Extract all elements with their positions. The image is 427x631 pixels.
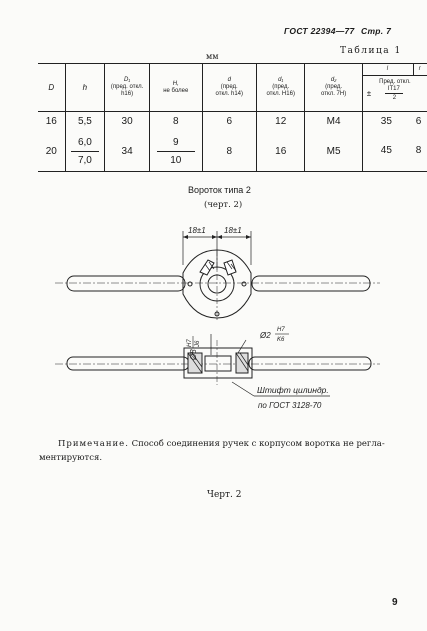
fit-left-den: J6 xyxy=(195,340,201,347)
cell-d2: М4 xyxy=(305,112,362,132)
cell-D1: 30 xyxy=(105,112,150,132)
col-d-tol: (пред. откл. h14) xyxy=(215,84,243,97)
cell-h-a: 6,0 xyxy=(71,137,99,152)
cell-r: 6 xyxy=(415,116,422,127)
dimension-18-left: 18±1 xyxy=(188,226,206,235)
pin-label: Штифт цилиндр. xyxy=(257,385,329,395)
figure-title: Вороток типа 2 xyxy=(188,185,251,195)
col-lr-tol: Пред. откл. xyxy=(379,79,411,85)
cell-H: 8 xyxy=(149,112,202,132)
figure-caption: Черт. 2 xyxy=(207,490,242,500)
dimension-18-right: 18±1 xyxy=(224,226,242,235)
col-lr-frac-num: IT17 xyxy=(385,86,403,94)
fit-left-num: H7 xyxy=(187,339,193,347)
cell-D: 20 xyxy=(38,132,65,172)
fit-right-num: H7 xyxy=(277,327,285,333)
spec-table xyxy=(38,63,427,172)
cell-H-a: 9 xyxy=(157,137,195,152)
cell-d1: 16 xyxy=(256,132,305,172)
fit-right-den: K6 xyxy=(277,337,285,343)
col-d2: d₂ xyxy=(330,77,337,83)
page-label: Стр. 7 xyxy=(361,26,392,36)
table-row xyxy=(38,132,427,172)
cell-d1: 12 xyxy=(256,112,305,132)
cell-d: 8 xyxy=(202,132,256,172)
units-label: мм xyxy=(206,52,219,61)
table-row xyxy=(38,112,427,132)
col-l: l xyxy=(386,66,389,72)
col-lr-frac-den: 2 xyxy=(392,95,397,101)
col-lr-pm: ± xyxy=(366,89,372,98)
table-header-row xyxy=(38,64,427,112)
figure-subtitle: (черт. 2) xyxy=(204,200,243,210)
pin-standard: по ГОСТ 3128-70 xyxy=(258,401,322,410)
cell-d: 6 xyxy=(202,112,256,132)
cell-D: 16 xyxy=(38,112,65,132)
cell-r: 8 xyxy=(415,144,422,156)
cell-l: 45 xyxy=(380,144,392,156)
note-text-2: ментируются. xyxy=(39,453,103,463)
page-number: 9 xyxy=(392,597,398,608)
note-text-1: Способ соединения ручек с корпусом воротка не регла- xyxy=(131,439,385,449)
col-h: h xyxy=(82,83,88,92)
cell-D1: 34 xyxy=(105,132,150,172)
fit-right-label: Ø2 xyxy=(260,331,271,340)
cell-h-b: 7,0 xyxy=(77,154,92,166)
col-D1: D₁ xyxy=(123,77,131,83)
col-D: D xyxy=(48,83,55,92)
cell-d2: М5 xyxy=(305,132,362,172)
standard-number: ГОСТ 22394—77 xyxy=(284,26,355,36)
col-d2-tol: (пред. откл. 7H) xyxy=(321,84,347,97)
col-H: H, xyxy=(172,80,179,87)
cell-h: 5,5 xyxy=(65,112,105,132)
table-title: Таблица 1 xyxy=(340,46,402,56)
tap-wrench-drawing xyxy=(0,210,427,425)
fit-left-label: Ø8 xyxy=(189,349,198,360)
note-label: Примечание. xyxy=(58,439,129,449)
col-d: d xyxy=(227,77,231,83)
cell-H-b: 10 xyxy=(170,154,182,166)
col-d1-tol: (пред. откл. H16) xyxy=(266,84,295,97)
col-r: r xyxy=(418,66,421,72)
col-H-sub: не более xyxy=(163,87,189,94)
cell-l: 35 xyxy=(380,116,392,127)
col-d1: d₁ xyxy=(278,77,284,83)
col-D1-tol: (пред. откл. h16) xyxy=(110,84,144,97)
